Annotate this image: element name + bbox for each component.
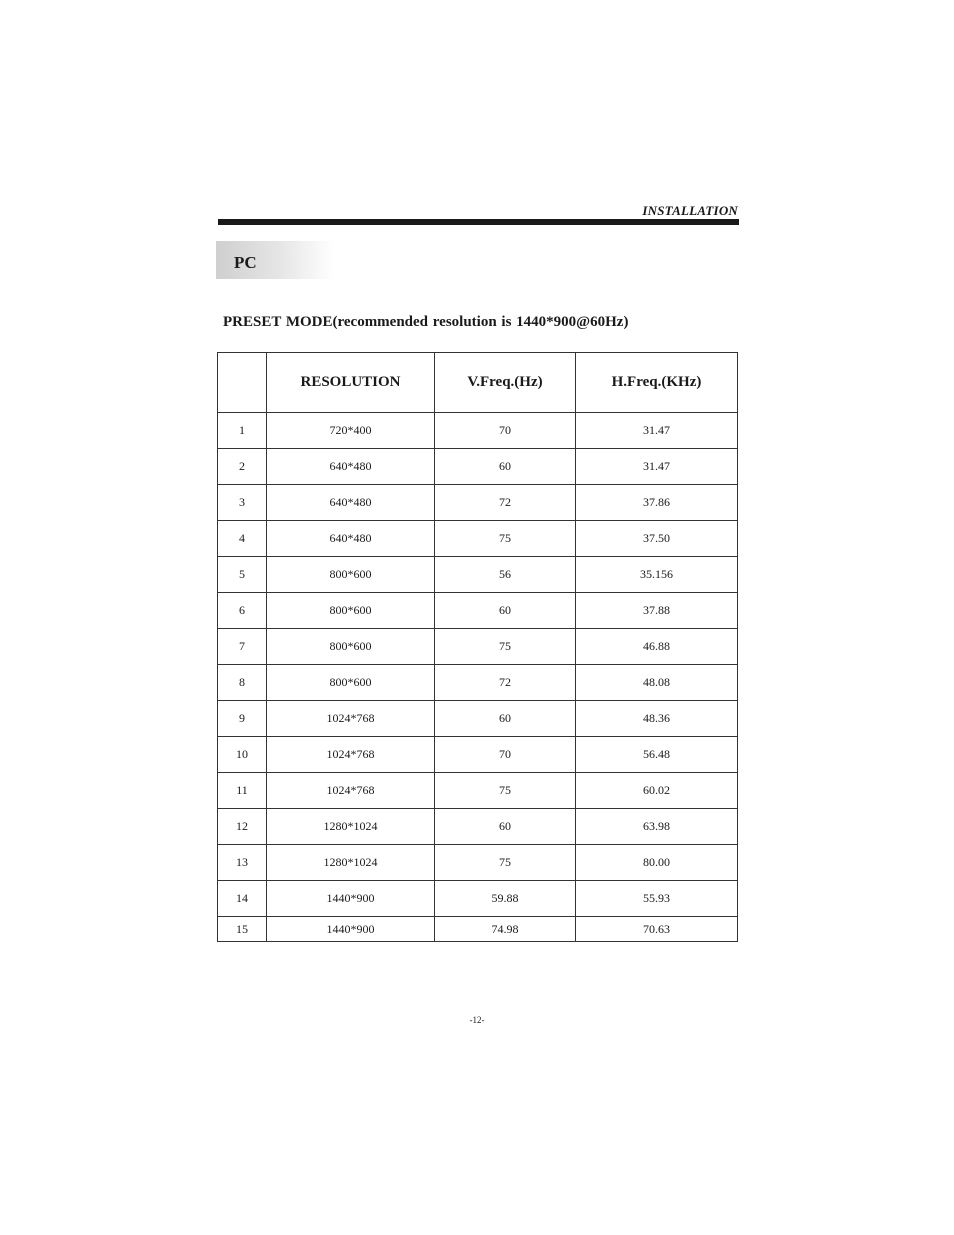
row-hfreq: 60.02: [576, 773, 738, 809]
row-index: 13: [218, 845, 267, 881]
row-vfreq: 70: [435, 413, 576, 449]
row-resolution: 1024*768: [267, 737, 435, 773]
table-row: [218, 809, 738, 845]
row-resolution: 720*400: [267, 413, 435, 449]
row-hfreq: 37.88: [576, 593, 738, 629]
row-index: 8: [218, 665, 267, 701]
row-resolution: 800*600: [267, 629, 435, 665]
row-hfreq: 31.47: [576, 413, 738, 449]
row-resolution: 640*480: [267, 485, 435, 521]
row-hfreq: 37.86: [576, 485, 738, 521]
row-vfreq: 60: [435, 809, 576, 845]
row-vfreq: 72: [435, 485, 576, 521]
row-hfreq: 55.93: [576, 881, 738, 917]
table-header-row: [218, 353, 738, 413]
table-row: [218, 413, 738, 449]
row-vfreq: 75: [435, 521, 576, 557]
row-hfreq: 48.08: [576, 665, 738, 701]
row-hfreq: 35.156: [576, 557, 738, 593]
header-rule: [218, 219, 739, 225]
row-index: 11: [218, 773, 267, 809]
table-title: PRESET MODE(recommended resolution is 1440*900@60Hz): [223, 314, 629, 330]
row-hfreq: 31.47: [576, 449, 738, 485]
row-vfreq: 60: [435, 449, 576, 485]
row-resolution: 1440*900: [267, 917, 435, 942]
row-hfreq: 80.00: [576, 845, 738, 881]
row-index: 9: [218, 701, 267, 737]
row-index: 5: [218, 557, 267, 593]
header-resolution: RESOLUTION: [267, 353, 435, 413]
table-row: [218, 629, 738, 665]
page-number: -12-: [469, 1015, 485, 1025]
row-resolution: 800*600: [267, 593, 435, 629]
row-hfreq: 37.50: [576, 521, 738, 557]
row-vfreq: 56: [435, 557, 576, 593]
row-index: 12: [218, 809, 267, 845]
table-row: [218, 917, 738, 942]
table-row: [218, 665, 738, 701]
row-hfreq: 63.98: [576, 809, 738, 845]
header-hfreq: H.Freq.(KHz): [576, 353, 738, 413]
row-index: 7: [218, 629, 267, 665]
section-tab-label: PC: [234, 253, 257, 272]
row-hfreq: 56.48: [576, 737, 738, 773]
row-resolution: 640*480: [267, 449, 435, 485]
row-hfreq: 70.63: [576, 917, 738, 942]
table-row: [218, 521, 738, 557]
row-index: 15: [218, 917, 267, 942]
row-vfreq: 75: [435, 845, 576, 881]
table-row: [218, 701, 738, 737]
row-resolution: 1024*768: [267, 701, 435, 737]
row-resolution: 1280*1024: [267, 809, 435, 845]
row-vfreq: 59.88: [435, 881, 576, 917]
row-resolution: 1440*900: [267, 881, 435, 917]
row-index: 14: [218, 881, 267, 917]
table-row: [218, 845, 738, 881]
row-index: 6: [218, 593, 267, 629]
row-resolution: 800*600: [267, 557, 435, 593]
row-index: 3: [218, 485, 267, 521]
table-row: [218, 557, 738, 593]
preset-mode-table: [217, 352, 738, 942]
section-tab: [216, 241, 334, 279]
row-index: 10: [218, 737, 267, 773]
table-row: [218, 449, 738, 485]
row-resolution: 1024*768: [267, 773, 435, 809]
row-hfreq: 48.36: [576, 701, 738, 737]
table-row: [218, 737, 738, 773]
row-vfreq: 60: [435, 701, 576, 737]
row-index: 4: [218, 521, 267, 557]
row-resolution: 1280*1024: [267, 845, 435, 881]
row-vfreq: 75: [435, 629, 576, 665]
table-row: [218, 773, 738, 809]
table-row: [218, 485, 738, 521]
header-index: [218, 353, 267, 413]
row-resolution: 640*480: [267, 521, 435, 557]
row-hfreq: 46.88: [576, 629, 738, 665]
row-vfreq: 75: [435, 773, 576, 809]
row-vfreq: 74.98: [435, 917, 576, 942]
row-resolution: 800*600: [267, 665, 435, 701]
table-row: [218, 593, 738, 629]
row-index: 2: [218, 449, 267, 485]
row-vfreq: 72: [435, 665, 576, 701]
row-vfreq: 70: [435, 737, 576, 773]
row-index: 1: [218, 413, 267, 449]
header-vfreq: V.Freq.(Hz): [435, 353, 576, 413]
table-row: [218, 881, 738, 917]
section-header-label: INSTALLATION: [642, 203, 738, 218]
row-vfreq: 60: [435, 593, 576, 629]
